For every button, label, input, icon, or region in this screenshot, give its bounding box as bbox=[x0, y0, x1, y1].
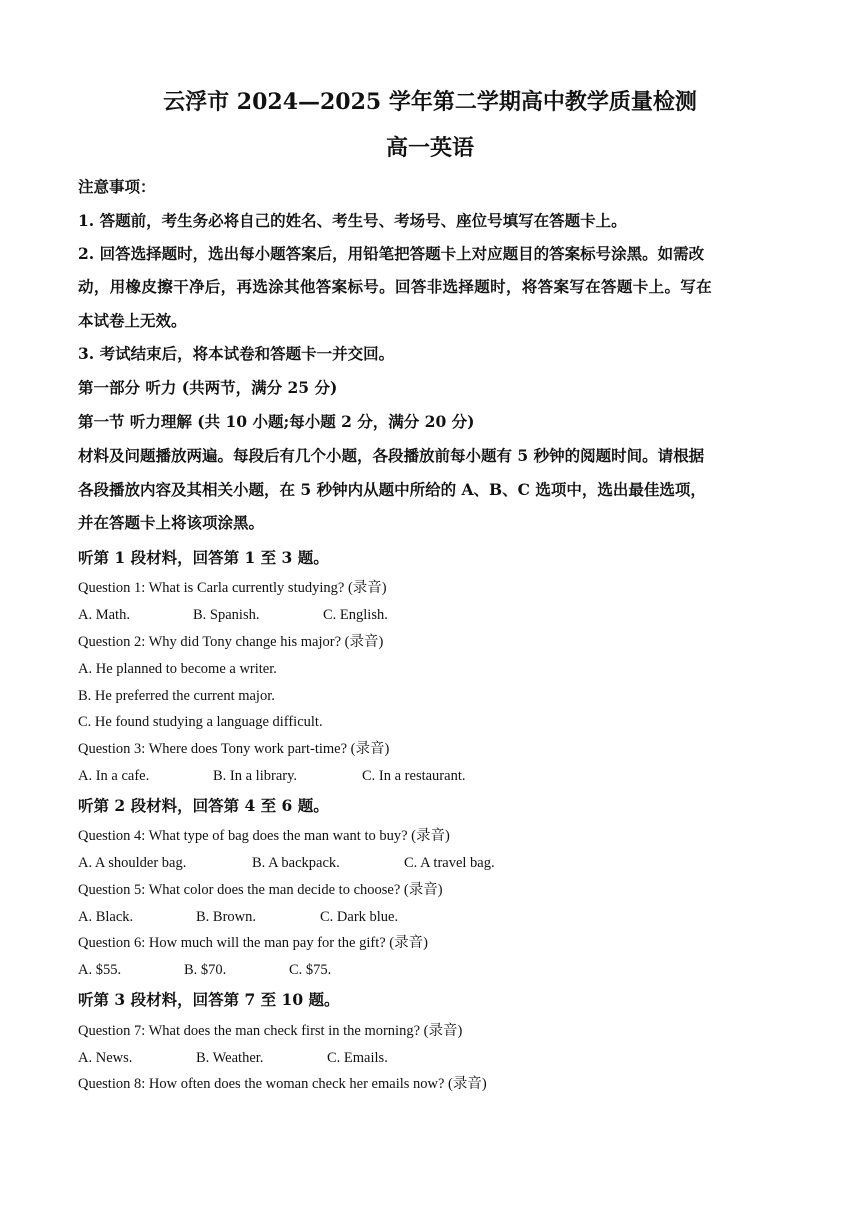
q2-option-a: A. He planned to become a writer. bbox=[78, 661, 277, 677]
notice-item-3: 3. 考试结束后，将本试卷和答题卡一并交回。 bbox=[78, 344, 395, 363]
group-3-heading: 听第 3 段材料，回答第 7 至 10 题。 bbox=[78, 990, 340, 1009]
notice-item-1: 1. 答题前，考生务必将自己的姓名、考生号、考场号、座位号填写在答题卡上。 bbox=[78, 211, 627, 230]
q3-option-a: A. In a cafe. bbox=[78, 768, 150, 784]
q4-option-c: C. A travel bag. bbox=[404, 855, 495, 871]
q4-option-b: B. A backpack. bbox=[252, 855, 340, 871]
section-1-heading: 第一节 听力理解 (共 10 小题;每小题 2 分，满分 20 分) bbox=[78, 412, 475, 431]
notice-item-2-line-3: 本试卷上无效。 bbox=[78, 311, 187, 330]
question-2: Question 2: Why did Tony change his major? (录音) bbox=[78, 634, 384, 650]
q2-option-b: B. He preferred the current major. bbox=[78, 688, 275, 704]
q1-option-a: A. Math. bbox=[78, 607, 130, 623]
question-8: Question 8: How often does the woman check her emails now? (录音) bbox=[78, 1076, 487, 1092]
q2-option-c: C. He found studying a language difficult. bbox=[78, 714, 323, 730]
part-1-heading: 第一部分 听力 (共两节，满分 25 分) bbox=[78, 378, 338, 397]
question-1: Question 1: What is Carla currently studying? (录音) bbox=[78, 580, 387, 596]
question-6: Question 6: How much will the man pay for the gift? (录音) bbox=[78, 935, 428, 951]
notice-item-2-line-2: 动，用橡皮擦干净后，再选涂其他答案标号。回答非选择题时，将答案写在答题卡上。写在 bbox=[78, 277, 713, 296]
q6-option-b: B. $70. bbox=[184, 962, 227, 978]
q1-option-b: B. Spanish. bbox=[193, 607, 260, 623]
q5-option-c: C. Dark blue. bbox=[320, 909, 399, 925]
q6-option-a: A. $55. bbox=[78, 962, 122, 978]
instructions-line-1: 材料及问题播放两遍。每段后有几个小题，各段播放前每小题有 5 秒钟的阅题时间。请根据 bbox=[78, 446, 705, 465]
instructions-line-2: 各段播放内容及其相关小题，在 5 秒钟内从题中所给的 A、B、C 选项中，选出最佳选项， bbox=[78, 480, 706, 499]
question-4: Question 4: What type of bag does the man want to buy? (录音) bbox=[78, 828, 450, 844]
group-2-heading: 听第 2 段材料，回答第 4 至 6 题。 bbox=[78, 796, 329, 815]
instructions-line-3: 并在答题卡上将该项涂黑。 bbox=[78, 513, 265, 532]
q4-option-a: A. A shoulder bag. bbox=[78, 855, 187, 871]
question-5: Question 5: What color does the man decide to choose? (录音) bbox=[78, 882, 443, 898]
q3-option-b: B. In a library. bbox=[213, 768, 298, 784]
question-7: Question 7: What does the man check first in the morning? (录音) bbox=[78, 1023, 463, 1039]
page-title: 云浮市 2024—2025 学年第二学期高中教学质量检测 bbox=[163, 89, 697, 115]
q7-option-a: A. News. bbox=[78, 1050, 133, 1066]
group-1-heading: 听第 1 段材料，回答第 1 至 3 题。 bbox=[78, 548, 329, 567]
q1-option-c: C. English. bbox=[323, 607, 388, 623]
notice-item-2-line-1: 2. 回答选择题时，选出每小题答案后，用铅笔把答题卡上对应题目的答案标号涂黑。如需改 bbox=[78, 244, 705, 263]
question-3: Question 3: Where does Tony work part-time? (录音) bbox=[78, 741, 390, 757]
notice-heading: 注意事项： bbox=[78, 177, 156, 196]
q6-option-c: C. $75. bbox=[289, 962, 332, 978]
q5-option-b: B. Brown. bbox=[196, 909, 257, 925]
page-subtitle: 高一英语 bbox=[385, 135, 474, 161]
q7-option-b: B. Weather. bbox=[196, 1050, 264, 1066]
q7-option-c: C. Emails. bbox=[327, 1050, 388, 1066]
q3-option-c: C. In a restaurant. bbox=[362, 768, 466, 784]
q5-option-a: A. Black. bbox=[78, 909, 134, 925]
